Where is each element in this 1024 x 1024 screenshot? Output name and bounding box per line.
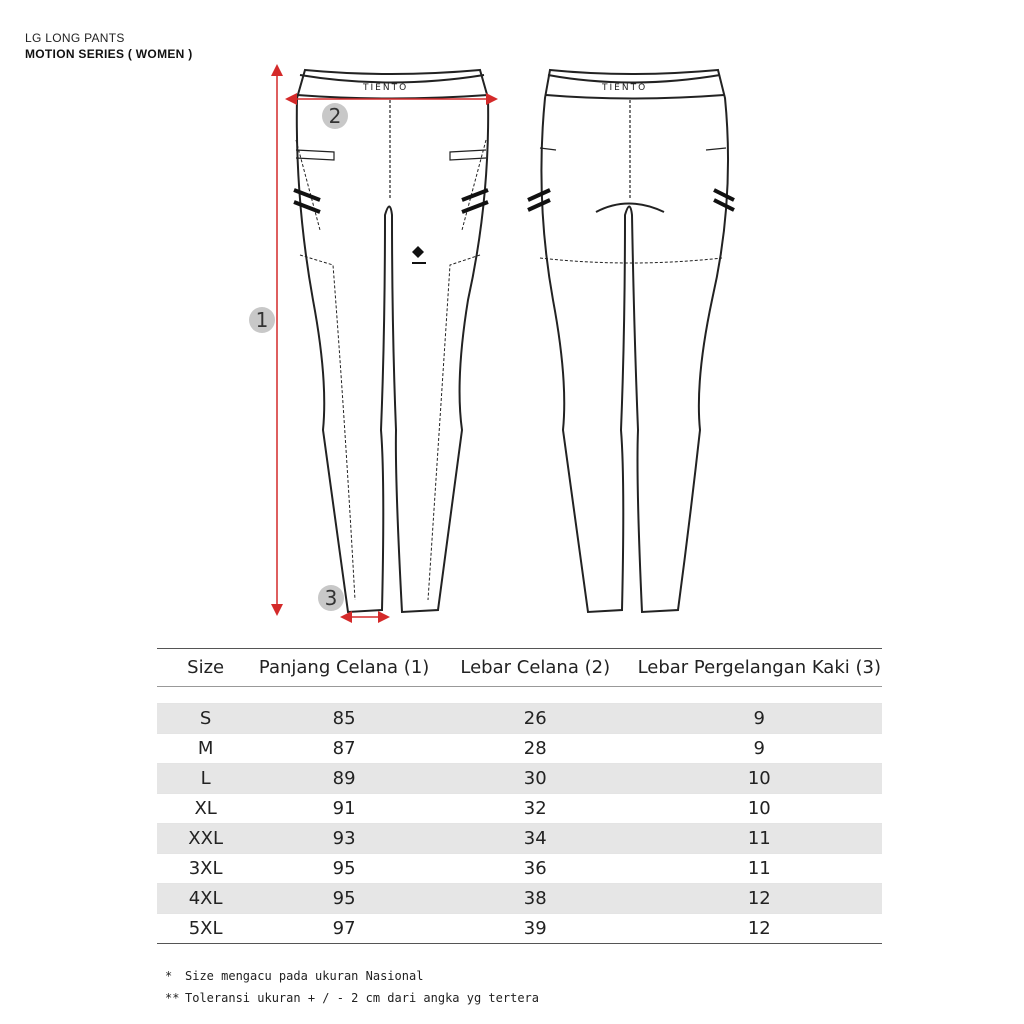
col-pergelangan: Lebar Pergelangan Kaki (3) <box>637 649 882 687</box>
cell-size: XL <box>157 794 254 824</box>
cell-lebar: 32 <box>434 794 637 824</box>
pants-front-view <box>294 70 488 612</box>
cell-pergelangan: 10 <box>637 794 882 824</box>
svg-text:3: 3 <box>324 586 338 610</box>
cell-panjang: 95 <box>254 884 434 914</box>
cell-size: 3XL <box>157 854 254 884</box>
cell-size: 4XL <box>157 884 254 914</box>
cell-size: 5XL <box>157 914 254 944</box>
cell-panjang: 93 <box>254 824 434 854</box>
product-line: LG LONG PANTS <box>25 31 125 45</box>
table-row <box>157 824 882 854</box>
waistband-brand-front: TIENTO <box>363 83 409 93</box>
cell-size: S <box>157 704 254 734</box>
cell-panjang: 95 <box>254 854 434 884</box>
cell-panjang: 89 <box>254 764 434 794</box>
cell-pergelangan: 12 <box>637 884 882 914</box>
pants-back-view <box>528 70 734 612</box>
cell-pergelangan: 10 <box>637 764 882 794</box>
cell-lebar: 39 <box>434 914 637 944</box>
waistband-brand-back: TIENTO <box>602 83 648 93</box>
table-row <box>157 914 882 944</box>
table-row <box>157 764 882 794</box>
marker-3 <box>318 585 344 611</box>
footnotes <box>165 965 539 1009</box>
svg-text:2: 2 <box>328 104 342 128</box>
cell-panjang: 97 <box>254 914 434 944</box>
footnote: ** Toleransi ukuran + / - 2 cm dari angka yg tertera <box>165 991 540 1005</box>
cell-pergelangan: 9 <box>637 734 882 764</box>
table-row <box>157 854 882 884</box>
cell-lebar: 38 <box>434 884 637 914</box>
col-panjang: Panjang Celana (1) <box>254 649 434 687</box>
cell-pergelangan: 9 <box>637 704 882 734</box>
cell-lebar: 34 <box>434 824 637 854</box>
cell-pergelangan: 11 <box>637 854 882 884</box>
table-row <box>157 704 882 734</box>
cell-panjang: 91 <box>254 794 434 824</box>
table-row <box>157 794 882 824</box>
marker-2 <box>322 103 348 129</box>
cell-size: L <box>157 764 254 794</box>
cell-panjang: 85 <box>254 704 434 734</box>
col-lebar: Lebar Celana (2) <box>434 649 637 687</box>
footnote: * Size mengacu pada ukuran Nasional <box>165 969 424 983</box>
svg-text:1: 1 <box>255 308 269 332</box>
table-row <box>157 884 882 914</box>
cell-lebar: 26 <box>434 704 637 734</box>
cell-lebar: 36 <box>434 854 637 884</box>
cell-lebar: 30 <box>434 764 637 794</box>
series-title: MOTION SERIES ( WOMEN ) <box>25 47 193 61</box>
cell-size: M <box>157 734 254 764</box>
cell-size: XXL <box>157 824 254 854</box>
size-chart-table <box>157 648 882 944</box>
col-size: Size <box>157 649 254 687</box>
cell-panjang: 87 <box>254 734 434 764</box>
table-row <box>157 734 882 764</box>
cell-pergelangan: 12 <box>637 914 882 944</box>
cell-pergelangan: 11 <box>637 824 882 854</box>
cell-lebar: 28 <box>434 734 637 764</box>
marker-1 <box>249 307 275 333</box>
